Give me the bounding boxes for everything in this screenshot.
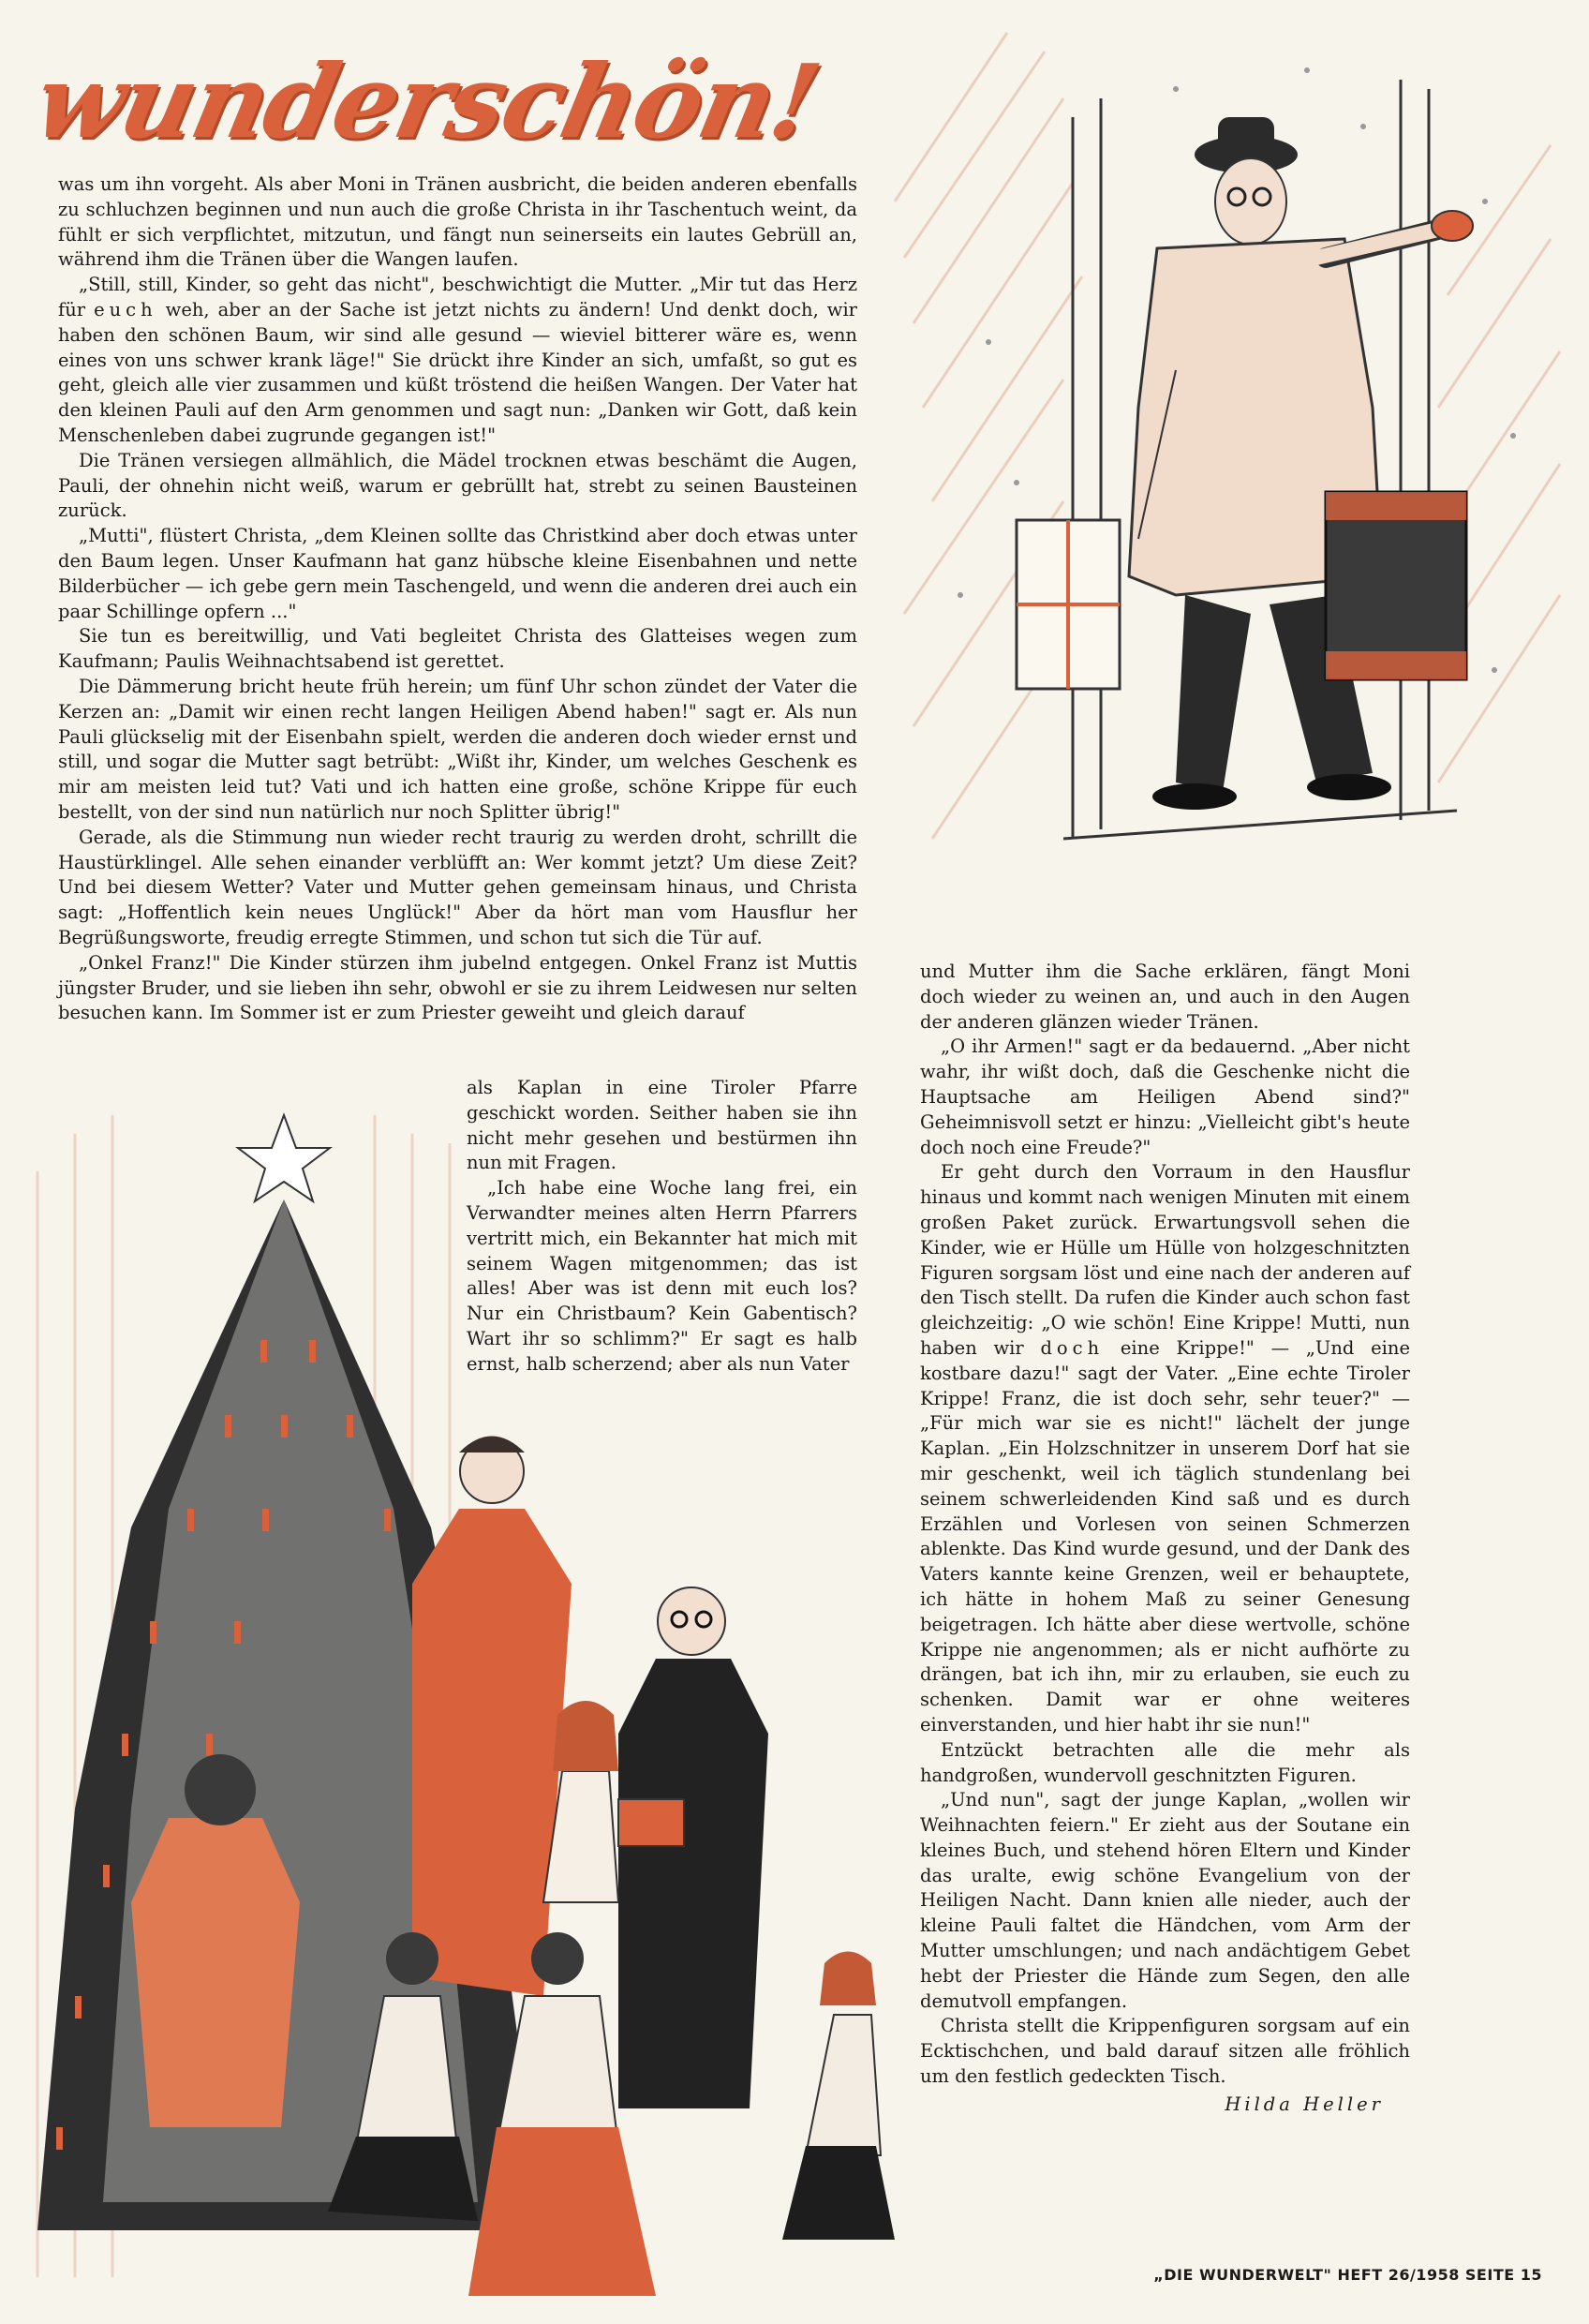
paragraph: was um ihn vorgeht. Als aber Moni in Tränen ausbricht, die beiden anderen ebenfalls zu schluchzen beginnen und nun auch die große Christa in ihr Taschentuch weint, da fühlt er sich verpflichtet, mitzutun, und fängt nun seinerseits ein lautes Gebrüll an, während ihm die Tränen über die Wangen laufen. [58, 173, 857, 271]
column-a [58, 172, 857, 1026]
paragraph: als Kaplan in eine Tiroler Pfarre geschickt worden. Seither haben sie ihn nicht mehr gesehen und bestürmen ihn nun mit Fragen. [467, 1077, 857, 1174]
page-title: wunderschön! [24, 43, 828, 161]
paragraph: „Onkel Franz!" Die Kinder stürzen ihm jubelnd entgegen. Onkel Franz ist Muttis jüngster Bruder, und sie lieben ihn sehr, obwohl er sie zu ihrem Leidwesen nur selten besuchen kann. Im Sommer ist er zum Priester geweiht und gleich darauf [58, 951, 857, 1024]
column-c [920, 960, 1410, 2115]
paragraph [920, 1160, 1410, 1737]
paragraph: „Und nun", sagt der junge Kaplan, „wollen wir Weihnachten feiern." Er zieht aus der Soutane ein kleines Buch, und stehend hören Eltern und Kinder das uralte, ewig schöne Evangelium von der Heiligen Nacht. Dann knien alle nieder, auch der kleine Pauli faltet die Händchen, vom Arm der Mutter umschlungen; und nach andächtigem Gebet hebt der Priester die Hände zum Segen, den alle demutvoll empfangen. [920, 1789, 1410, 2012]
paragraph: Gerade, als die Stimmung nun wieder recht traurig zu werden droht, schrillt die Haustürklingel. Alle sehen einander verblüfft an: Wer kommt jetzt? Um diese Zeit? Und bei diesem Wetter? Vater und Mutter gehen gemeinsam hinaus, und Christa sagt: „Hoffentlich kein neues Unglück!" Aber da hört man vom Hausflur her Begrüßungsworte, freudig erregte Stimmen, und schon tut sich die Tür auf. [58, 826, 857, 948]
paragraph: Entzückt betrachten alle die mehr als handgroßen, wundervoll geschnitzten Figuren. [920, 1738, 1410, 1786]
text-run: weh, aber an der Sache ist jetzt nichts zu ändern! Und denkt doch, wir haben den schönen Baum, wir sind alle gesund — wieviel bitterer wäre es, wenn eines von uns schwer krank läge!" Sie drückt ihre Kinder an sich, umfaßt, so gut es geht, gleich alle vier zusammen und küßt tröstend die heißen Wangen. Der Vater hat den kleinen Pauli auf den Arm genommen und sagt nun: „Danken wir Gott, daß kein Menschenleben dabei zugrunde gegangen ist!" [58, 298, 857, 446]
paragraph: „Mutti", flüstert Christa, „dem Kleinen sollte das Christkind aber doch etwas unter den Baum legen. Unser Kaufmann hat ganz hübsche kleine Eisenbahnen und nette Bilderbücher — ich gebe gern mein Taschengeld, und wenn die anderen drei auch ein paar Schillinge opfern ..." [58, 525, 857, 622]
paragraph: und Mutter ihm die Sache erklären, fängt Moni doch wieder zu weinen an, und auch in den Augen der anderen glänzen wieder Tränen. [920, 961, 1410, 1033]
paragraph: Die Dämmerung bricht heute früh herein; um fünf Uhr schon zündet der Vater die Kerzen an: „Damit wir einen recht langen Heiligen Abend haben!" sagt er. Als nun Pauli glückselig mit der Eisenbahn spielt, werden die anderen doch wieder ernst und still, und sogar die Mutter sagt betrübt: „Wißt ihr, Kinder, um welches Geschenk es mir am meisten leid tut? Vati und ich hatten eine große, schöne Krippe für euch bestellt, von der sind nun natürlich nur noch Splitter übrig!" [58, 675, 857, 823]
column-b [467, 1076, 857, 1378]
traveler-illustration [876, 14, 1574, 909]
emphasis: doch [1040, 1336, 1105, 1359]
paragraph [58, 273, 857, 449]
author-signature: Hilda Heller [1225, 2093, 1384, 2115]
paragraph: Die Tränen versiegen allmählich, die Mädel trocknen etwas beschämt die Augen, Pauli, der ohnehin nicht weiß, warum er gebrüllt hat, strebt zu seinen Bausteinen zurück. [58, 449, 857, 522]
text-run: eine Krippe!" — „Und eine kostbare dazu!" sagt der Vater. „Eine echte Tiroler Krippe! Franz, die ist doch sehr, sehr teuer?" — „Für mich war sie es nicht!" lächelt der junge Kaplan. „Ein Holzschnitzer in unserem Dorf hat sie mir geschenkt, weil ich täglich stundenlang bei seinem schwerleidenden Kind saß und es durch Erzählen und Vorlesen von seinen Schmerzen ablenkte. Das Kind wurde gesund, und der Dank des Vaters kannte keine Grenzen, weil er behauptete, ich hätte in hohem Maß zu seiner Genesung beigetragen. Ich hätte aber diese wertvolle, schöne Krippe nie angenommen; als er nicht aufhörte zu drängen, bat ich ihn, mir zu erlauben, sie euch zu schenken. Damit war er ohne weiteres einverstanden, und hier habt ihr sie nun!" [920, 1336, 1410, 1736]
paragraph: „O ihr Armen!" sagt er da bedauernd. „Aber nicht wahr, ihr wißt doch, daß die Geschenke nicht die Hauptsache am Heiligen Abend sind?" Geheimnisvoll setzt er hinzu: „Vielleicht gibt's heute doch noch eine Freude?" [920, 1035, 1410, 1158]
page-footer: „DIE WUNDERWELT" HEFT 26/1958 SEITE 15 [1153, 2266, 1542, 2284]
emphasis: euch [94, 298, 157, 320]
text-run: „Still, still, Kinder, so geht das nicht", beschwichtigt die Mutter. „Mir tut das Herz für [58, 274, 857, 320]
text-run: Er geht durch den Vorraum in den Hausflur hinaus und kommt nach wenigen Minuten mit einem großen Paket zurück. Erwartungsvoll sehen die Kinder, wie er Hülle um Hülle von holzgeschnitzten Figuren sorgsam löst und eine nach der anderen auf den Tisch stellt. Da rufen die Kinder auch schon fast gleichzeitig: „O wie schön! Eine Krippe! Mutti, nun haben wir [920, 1161, 1410, 1359]
paragraph: „Ich habe eine Woche lang frei, ein Verwandter meines alten Herrn Pfarrers vertritt mich, ein Bekannter hat mich mit seinem Wagen mitgenommen; das ist alles! Aber was ist denn mit euch los? Nur ein Christbaum? Kein Gabentisch? Wart ihr so schlimm?" Er sagt es halb ernst, halb scherzend; aber als nun Vater [467, 1177, 857, 1375]
paragraph: Sie tun es bereitwillig, und Vati begleitet Christa des Glatteises wegen zum Kaufmann; Paulis Weihnachtsabend ist gerettet. [58, 625, 857, 673]
paragraph: Christa stellt die Krippenfiguren sorgsam auf ein Ecktischchen, und bald darauf sitzen alle fröhlich um den festlich gedeckten Tisch. [920, 2015, 1410, 2088]
